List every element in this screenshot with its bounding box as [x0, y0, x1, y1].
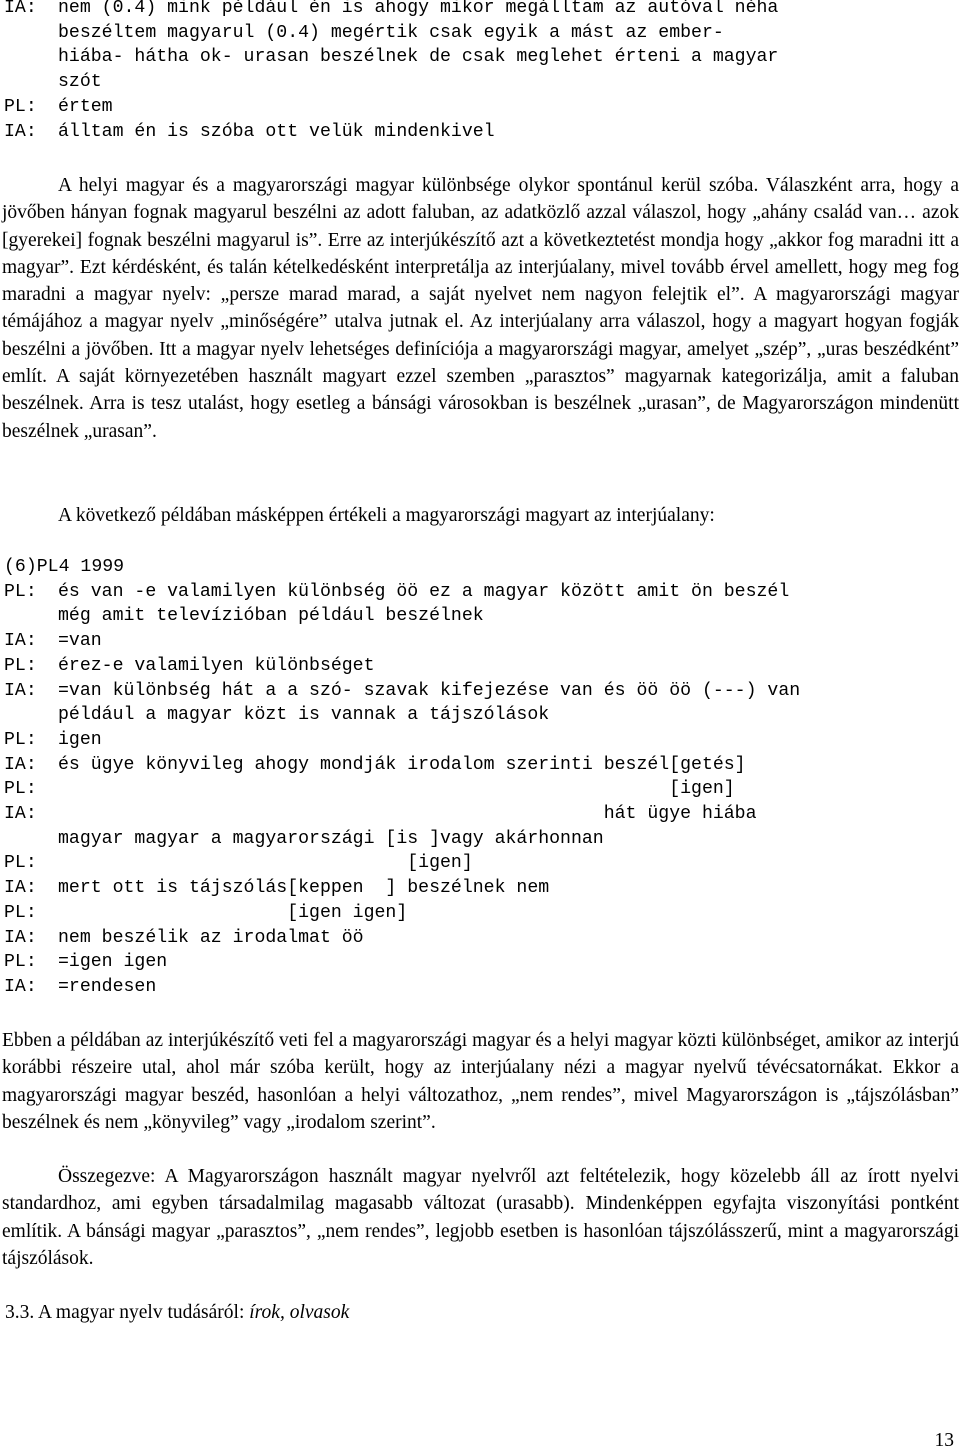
- utterance: magyar magyar a magyarországi [is ]vagy akárhonnan: [58, 828, 604, 849]
- section-heading-italic: írok, olvasok: [249, 1302, 350, 1323]
- transcript-line: [4, 21, 778, 46]
- transcript-line: [4, 629, 800, 654]
- speaker-label: [4, 70, 58, 95]
- utterance: =van különbség hát a a szó- szavak kifejezése van és öö öö (---) van: [58, 680, 801, 701]
- transcript-line: [4, 753, 800, 778]
- section-heading: [5, 1302, 349, 1324]
- speaker-label: [4, 827, 58, 852]
- transcript-line: [4, 703, 800, 728]
- speaker-label: PL:: [4, 729, 37, 750]
- utterance: nem (0.4) mink például én is ahogy mikor megálltam az autóval néha: [58, 0, 779, 18]
- transcript-line: [4, 95, 778, 120]
- transcript-line: [4, 120, 778, 145]
- utterance: például a magyar közt is vannak a tájszólások: [58, 705, 550, 726]
- utterance: érez-e valamilyen különbséget: [58, 655, 375, 676]
- speaker-label: [4, 21, 58, 46]
- utterance: =igen igen: [58, 952, 168, 973]
- utterance: [igen igen]: [58, 902, 408, 923]
- utterance: =van: [58, 631, 102, 652]
- top-transcript: [4, 0, 778, 144]
- speaker-label: [4, 604, 58, 629]
- utterance: értem: [58, 96, 113, 117]
- transcript-line: [4, 679, 800, 704]
- speaker-label: IA:: [4, 121, 37, 142]
- utterance: beszéltem magyarul (0.4) megértik csak egyik a mást az ember-: [58, 22, 724, 43]
- speaker-label: IA:: [4, 631, 37, 652]
- transcript-line: [4, 777, 800, 802]
- utterance: [igen]: [58, 779, 735, 800]
- speaker-label: IA:: [4, 976, 37, 997]
- paragraph-summary: Összegezve: A Magyarországon használt magyar nyelvről azt feltételezik, hogy közelebb áll az írott nyelvi standardhoz, ami egyben társadalmilag magasabb változat (urasabb). Mindenképpen egyfajta viszonyítási pontként említik. A bánsági magyar „parasztos”, „nem rendes”, legjobb esetben is hasonlóan tájszólásszerű, mint a magyarországi tájszólások.: [2, 1166, 959, 1269]
- transcript-line: [4, 728, 800, 753]
- example-transcript: [4, 555, 800, 1000]
- speaker-label: IA:: [4, 680, 37, 701]
- transcript-line: [4, 876, 800, 901]
- speaker-label: PL:: [4, 581, 37, 602]
- transcript-line: [4, 604, 800, 629]
- speaker-label: PL:: [4, 96, 37, 117]
- utterance: szót: [58, 72, 102, 93]
- utterance: [igen]: [58, 853, 473, 874]
- utterance: és ügye könyvileg ahogy mondják irodalom szerinti beszél[getés]: [58, 754, 746, 775]
- transcript-line: [4, 45, 778, 70]
- transcript-line: [4, 0, 778, 21]
- paragraph-example-analysis: Ebben a példában az interjúkészítő veti fel a magyarországi magyar és a helyi magyar közti különbséget, amikor az interjú korábbi részeire utal, ahol már szóba került, hogy az interjúalany nézi a magyar nyelvű tévécsatornákat. Ekkor a magyarországi magyar beszéd, hasonlóan a helyi változathoz, „nem rendes”, mivel Magyarországon is „tájszólásban” beszélnek és nem „könyvileg” vagy „irodalom szerint”.: [2, 1030, 959, 1133]
- example-label: [4, 555, 800, 580]
- speaker-label: PL:: [4, 779, 37, 800]
- speaker-label: [4, 45, 58, 70]
- section-heading-title: 3.3. A magyar nyelv tudásáról:: [5, 1302, 250, 1323]
- paragraph-next-example-intro: A következő példában másképpen értékeli a magyarországi magyart az interjúalany:: [58, 505, 715, 526]
- transcript-line: [4, 975, 800, 1000]
- speaker-label: IA:: [4, 927, 37, 948]
- speaker-label: PL:: [4, 853, 37, 874]
- transcript-line: [4, 802, 800, 827]
- example-number: (6)PL4 1999: [4, 557, 125, 577]
- utterance: nem beszélik az irodalmat öö: [58, 927, 364, 948]
- speaker-label: IA:: [4, 878, 37, 899]
- speaker-label: IA:: [4, 754, 37, 775]
- transcript-line: [4, 851, 800, 876]
- paragraph-local-vs-hungary: A helyi magyar és a magyarországi magyar különbsége olykor spontánul kerül szóba. Válaszként arra, hogy a jövőben hányan fognak magyarul beszélni az adott faluban, az adatközlő azzal válaszol, hogy „ahány család van… azok [gyerekei] fognak beszélni magyarul is”. Erre az interjúkészítő azt a következtetést mondja hogy „akkor fog maradni itt a magyar”. Ezt kérdésként, és talán kételkedésként interpretálja az interjúalany, mivel tovább érvel amellett, hogy meg fog maradni a magyar nyelv: „persze marad marad, a saját nyelvet nem nagyon felejtik el”. A magyarországi magyar témájához a magyar nyelv „minőségére” utalva jutnak el. Az interjúalany arra válaszol, hogy a magyart hogyan fogják beszélni a jövőben. Itt a magyar nyelv lehetséges definíciója a magyarországi magyar, amelyet „szép”, „uras beszédként” említ. A saját környezetében használt magyart ezzel szemben „parasztos” magyarnak kategorizálja, amit a faluban beszélnek. Arra is tesz utalást, hogy esetleg a bánsági városokban is beszélnek „urasan”, de Magyarországon mindenütt beszélnek „urasan”.: [2, 175, 959, 442]
- utterance: és van -e valamilyen különbség öö ez a magyar között amit ön beszél: [58, 581, 790, 602]
- utterance: igen: [58, 729, 102, 750]
- speaker-label: PL:: [4, 952, 37, 973]
- speaker-label: IA:: [4, 804, 37, 825]
- utterance: álltam én is szóba ott velük mindenkivel: [58, 121, 495, 142]
- utterance: hát ügye hiába: [58, 804, 757, 825]
- speaker-label: [4, 703, 58, 728]
- speaker-label: PL:: [4, 902, 37, 923]
- utterance: még amit televízióban például beszélnek: [58, 606, 484, 627]
- utterance: =rendesen: [58, 976, 157, 997]
- transcript-line: [4, 70, 778, 95]
- transcript-line: [4, 654, 800, 679]
- speaker-label: IA:: [4, 0, 37, 18]
- utterance: mert ott is tájszólás[keppen ] beszélnek nem: [58, 878, 550, 899]
- transcript-line: [4, 926, 800, 951]
- transcript-line: [4, 580, 800, 605]
- speaker-label: PL:: [4, 655, 37, 676]
- transcript-line: [4, 827, 800, 852]
- transcript-line: [4, 950, 800, 975]
- transcript-line: [4, 901, 800, 926]
- page-number: 13: [934, 1430, 954, 1451]
- utterance: hiába- hátha ok- urasan beszélnek de csak meglehet érteni a magyar: [58, 47, 779, 68]
